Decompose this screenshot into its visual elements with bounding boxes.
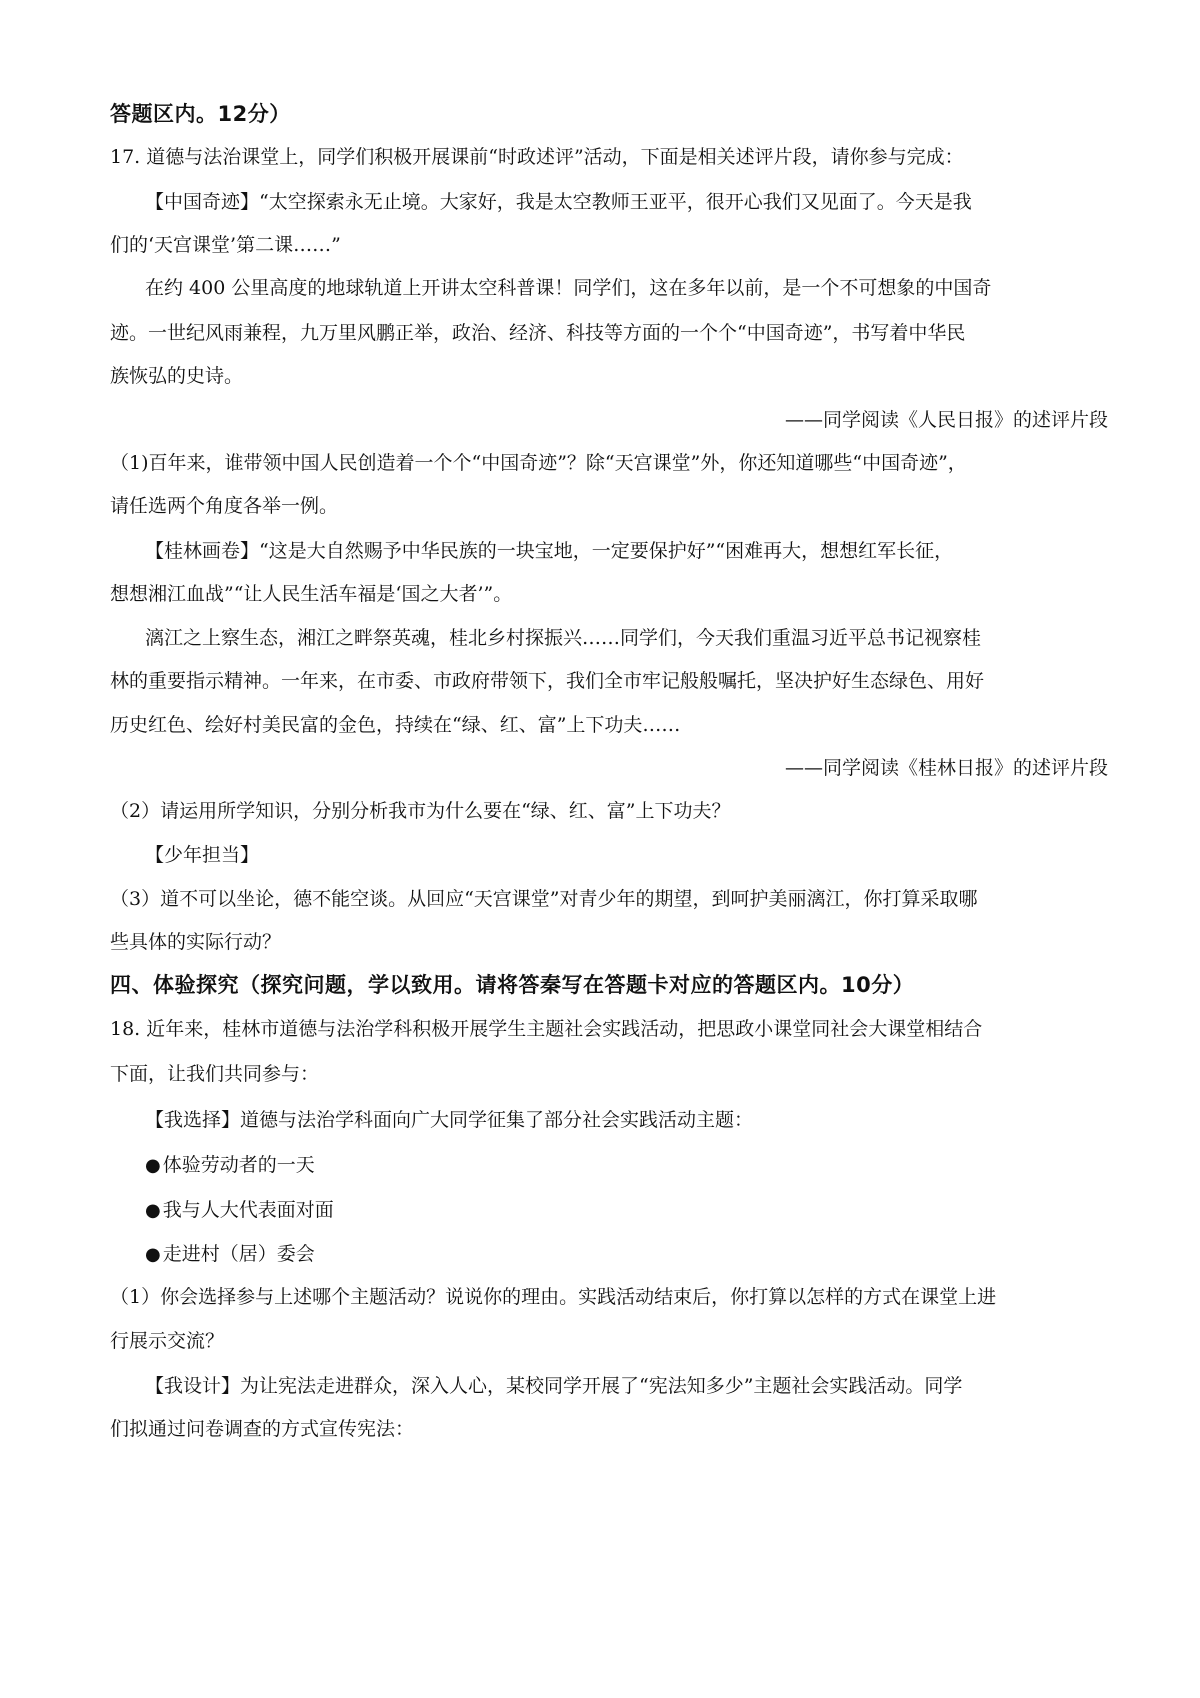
q17-paragraph-5: 【少年担当】	[145, 844, 260, 866]
section-4-heading: 四、体验探究（探究问题，学以致用。请将答秦写在答题卡对应的答题区内。10分）	[110, 973, 915, 997]
q17-paragraph-4-line-1: 漓江之上察生态，湘江之畔祭英魂，桂北乡村探振兴……同学们，今天我们重温习近平总书记视察桂	[145, 627, 982, 649]
q17-subquestion-1-line-2: 请任选两个角度各举一例。	[110, 495, 339, 517]
q17-subquestion-1-line-1: （1)百年来，谁带领中国人民创造着一个个“中国奇迹”？除“天宫课堂”外，你还知道哪些“中国奇迹”，	[110, 452, 967, 474]
q17-paragraph-2-line-3: 族恢弘的史诗。	[110, 365, 244, 387]
bullet-icon: ●	[145, 1244, 161, 1265]
bullet-icon: ●	[145, 1200, 161, 1221]
q18-subquestion-1-line-1: （1）你会选择参与上述哪个主题活动？说说你的理由。实践活动结束后，你打算以怎样的方式在课堂上进	[110, 1286, 997, 1308]
q18-topic-item	[145, 1152, 315, 1179]
section-3-tail: 答题区内。12分）	[110, 102, 291, 126]
q18-paragraph-1: 【我选择】道德与法治学科面向广大同学征集了部分社会实践活动主题：	[145, 1109, 754, 1131]
bullet-icon: ●	[145, 1155, 161, 1176]
q17-subquestion-3-line-2: 些具体的实际行动？	[110, 931, 282, 953]
q17-paragraph-2-line-2: 迹。一世纪风雨兼程，九万里风鹏正举，政治、经济、科技等方面的一个个“中国奇迹”，书写着中华民	[110, 322, 966, 344]
q17-paragraph-3-line-1: 【桂林画卷】“这是大自然赐予中华民族的一块宝地，一定要保护好”“困难再大，想想红军长征，	[145, 540, 954, 562]
q18-topic-label: 走进村（居）委会	[162, 1243, 315, 1265]
q18-topic-label: 体验劳动者的一天	[162, 1154, 315, 1176]
q17-intro: 17. 道德与法治课堂上，同学们积极开展课前“时政述评”活动，下面是相关述评片段，请你参与完成：	[110, 146, 964, 168]
q18-subquestion-1-line-2: 行展示交流？	[110, 1330, 225, 1352]
q17-paragraph-4-line-2: 林的重要指示精神。一年来，在市委、市政府带领下，我们全市牢记般般嘱托，坚决护好生态绿色、用好	[110, 670, 985, 692]
q17-paragraph-2-line-1: 在约 400 公里高度的地球轨道上开讲太空科普课！同学们，这在多年以前，是一个不可想象的中国奇	[145, 277, 992, 299]
q17-source-2: ——同学阅读《桂林日报》的述评片段	[784, 757, 1108, 779]
q18-topic-label: 我与人大代表面对面	[162, 1199, 334, 1221]
q17-source-1: ——同学阅读《人民日报》的述评片段	[784, 409, 1108, 431]
q18-intro-line-1: 18. 近年来，桂林市道德与法治学科积极开展学生主题社会实践活动，把思政小课堂同社会大课堂相结合	[110, 1018, 983, 1040]
q18-paragraph-2-line-1: 【我设计】为让宪法走进群众，深入人心，某校同学开展了“宪法知多少”主题社会实践活动。同学	[145, 1375, 963, 1397]
q17-paragraph-1-line-1: 【中国奇迹】“太空探索永无止境。大家好，我是太空教师王亚平，很开心我们又见面了。今天是我	[145, 191, 972, 213]
q18-topic-item	[145, 1197, 334, 1224]
q18-topic-item	[145, 1241, 315, 1268]
q18-intro-line-2: 下面，让我们共同参与：	[110, 1063, 320, 1085]
q17-paragraph-4-line-3: 历史红色、绘好村美民富的金色，持续在“绿、红、富”上下功夫……	[110, 714, 681, 736]
q17-paragraph-3-line-2: 想想湘江血战”“让人民生活车福是‘国之大者’”。	[110, 583, 513, 605]
q18-paragraph-2-line-2: 们拟通过问卷调查的方式宣传宪法：	[110, 1418, 415, 1440]
q17-subquestion-3-line-1: （3）道不可以坐论，德不能空谈。从回应“天宫课堂”对青少年的期望，到呵护美丽漓江，你打算采取哪	[110, 888, 978, 910]
q17-paragraph-1-line-2: 们的‘天宫课堂’第二课……”	[110, 234, 341, 256]
q17-subquestion-2: （2）请运用所学知识，分别分析我市为什么要在“绿、红、富”上下功夫？	[110, 800, 731, 822]
